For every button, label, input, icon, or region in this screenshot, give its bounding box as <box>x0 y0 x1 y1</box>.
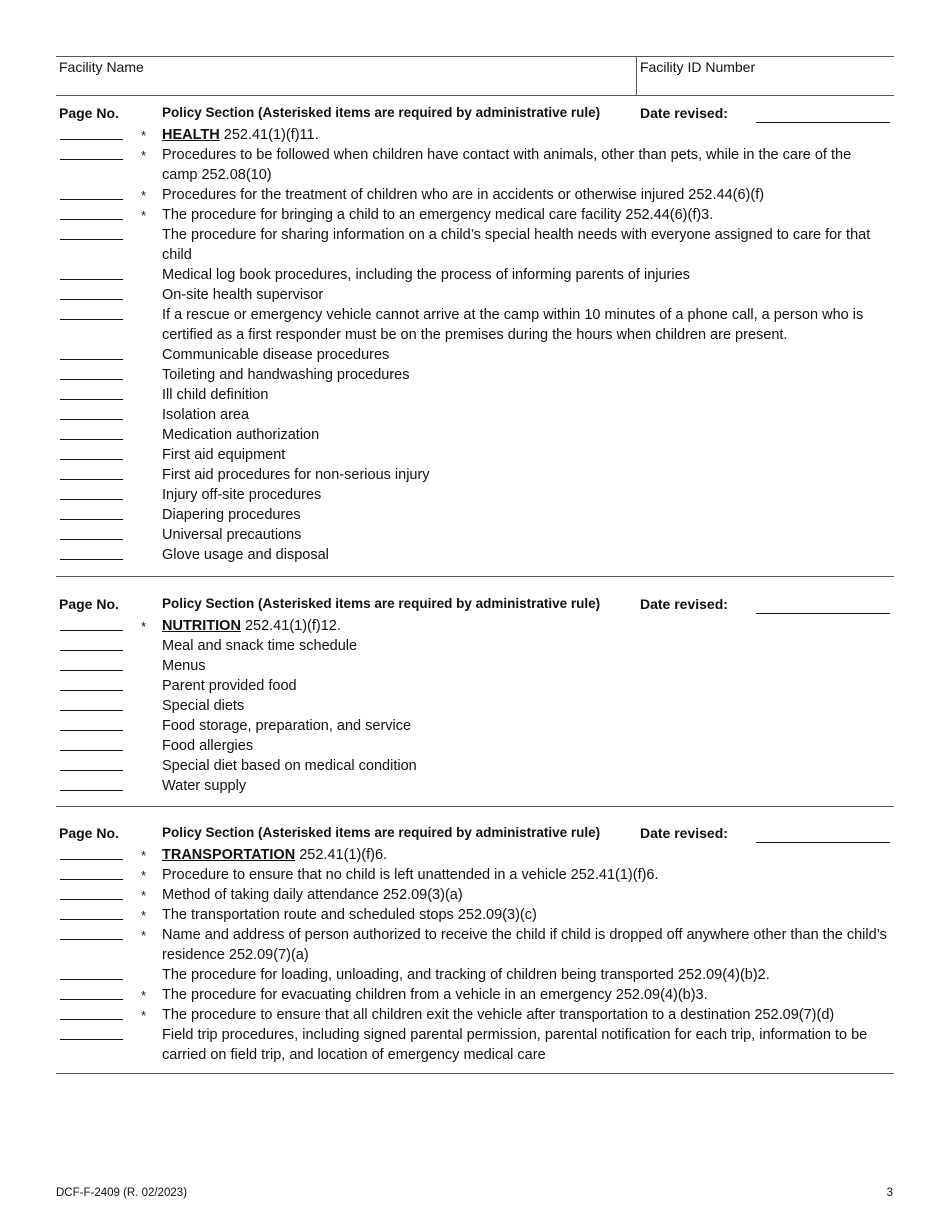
required-asterisk: * <box>141 888 147 903</box>
policy-item <box>56 505 894 525</box>
policy-item <box>56 305 894 345</box>
page-number-line[interactable] <box>60 899 123 900</box>
facility-id-field[interactable]: Facility ID Number <box>636 57 894 95</box>
policy-item-text: Communicable disease procedures <box>162 347 390 363</box>
section-title-row <box>56 616 894 636</box>
policy-item-text: Injury off-site procedures <box>162 487 322 503</box>
policy-item <box>56 385 894 405</box>
page-number-line[interactable] <box>60 710 123 711</box>
page-number-line[interactable] <box>60 1039 123 1040</box>
page-number-line[interactable] <box>60 730 123 731</box>
page-number-line[interactable] <box>60 439 123 440</box>
policy-item <box>56 365 894 385</box>
section-title-name: HEALTH <box>162 127 220 143</box>
policy-item-text: Special diet based on medical condition <box>162 758 417 774</box>
policy-item-text: The procedure for loading, unloading, and tracking of children being transported 252.09(4)(b)2. <box>162 967 770 983</box>
policy-item-text: Medication authorization <box>162 427 320 443</box>
policy-item <box>56 656 894 676</box>
section-title-name: TRANSPORTATION <box>162 847 296 863</box>
date-revised-line[interactable] <box>756 842 890 843</box>
policy-item-text: If a rescue or emergency vehicle cannot arrive at the camp within 10 minutes of a phone call, a person who is certified as a first responder must be on the premises during the hours when children are present. <box>162 307 864 343</box>
page-no-label: Page No. <box>59 596 119 612</box>
policy-item-text: Ill child definition <box>162 387 269 403</box>
policy-item-text: First aid equipment <box>162 447 286 463</box>
policy-item <box>56 485 894 505</box>
page-number-line[interactable] <box>60 539 123 540</box>
facility-header <box>56 56 894 96</box>
page-number-line[interactable] <box>60 499 123 500</box>
section-title-row <box>56 845 894 865</box>
page-number-line[interactable] <box>60 559 123 560</box>
policy-item <box>56 776 894 796</box>
page-number-line[interactable] <box>60 690 123 691</box>
required-asterisk: * <box>141 868 147 883</box>
section-header <box>56 103 894 125</box>
page-number-line[interactable] <box>60 650 123 651</box>
policy-item-text: On-site health supervisor <box>162 287 324 303</box>
policy-item <box>56 405 894 425</box>
policy-item <box>56 985 894 1005</box>
page-number-line[interactable] <box>60 879 123 880</box>
policy-item-text: Procedures to be followed when children have contact with animals, other than pets, while in the care of the camp 252.08(10) <box>162 147 852 183</box>
policy-item <box>56 965 894 985</box>
policy-item <box>56 345 894 365</box>
policy-item-text: The procedure for evacuating children from a vehicle in an emergency 252.09(4)(b)3. <box>162 987 708 1003</box>
policy-item-text: Universal precautions <box>162 527 302 543</box>
page-number-line[interactable] <box>60 1019 123 1020</box>
section-title-row <box>56 125 894 145</box>
page-number-line[interactable] <box>60 939 123 940</box>
page-number-line[interactable] <box>60 199 123 200</box>
policy-item-text: Water supply <box>162 778 247 794</box>
policy-item-text: The procedure for sharing information on a child’s special health needs with everyone assigned to care for that child <box>162 227 871 263</box>
page-number-line[interactable] <box>60 239 123 240</box>
page-number-line[interactable] <box>60 419 123 420</box>
policy-item-text: The procedure to ensure that all children exit the vehicle after transportation to a destination 252.09(7)(d) <box>162 1007 835 1023</box>
policy-item <box>56 1025 894 1065</box>
page-number-line[interactable] <box>60 790 123 791</box>
required-asterisk: * <box>141 988 147 1003</box>
policy-item-text: Procedure to ensure that no child is left unattended in a vehicle 252.41(1)(f)6. <box>162 867 659 883</box>
policy-item <box>56 636 894 656</box>
policy-item-text: Food allergies <box>162 738 254 754</box>
policy-item <box>56 445 894 465</box>
page-number-line[interactable] <box>60 219 123 220</box>
policy-item <box>56 1005 894 1025</box>
policy-item-text: Field trip procedures, including signed parental permission, parental notification for each trip, information to be carried on field trip, and location of emergency medical care <box>162 1027 868 1063</box>
policy-item-text: Menus <box>162 658 206 674</box>
policy-item <box>56 525 894 545</box>
page-number-line[interactable] <box>60 399 123 400</box>
policy-item <box>56 285 894 305</box>
page-number-line[interactable] <box>60 519 123 520</box>
policy-item <box>56 676 894 696</box>
section-title-rule: 252.41(1)(f)6. <box>295 847 388 863</box>
nutrition-section <box>56 594 894 807</box>
policy-item <box>56 265 894 285</box>
date-revised-line[interactable] <box>756 122 890 123</box>
required-asterisk: * <box>141 128 147 143</box>
policy-item-text: First aid procedures for non-serious injury <box>162 467 430 483</box>
page-number-line[interactable] <box>60 919 123 920</box>
section-header <box>56 594 894 616</box>
page-number-line[interactable] <box>60 299 123 300</box>
required-asterisk: * <box>141 848 147 863</box>
policy-item-text: Procedures for the treatment of children who are in accidents or otherwise injured 252.44(6)(f) <box>162 187 765 203</box>
policy-item-text: Isolation area <box>162 407 250 423</box>
section-title <box>162 616 894 636</box>
section-title-rule: 252.41(1)(f)12. <box>240 618 341 634</box>
page-number-line[interactable] <box>60 630 123 631</box>
section-title-rule: 252.41(1)(f)11. <box>219 127 319 143</box>
policy-item-text: Method of taking daily attendance 252.09(3)(a) <box>162 887 463 903</box>
policy-item <box>56 145 894 185</box>
policy-item-text: The transportation route and scheduled stops 252.09(3)(c) <box>162 907 537 923</box>
required-asterisk: * <box>141 928 147 943</box>
policy-item <box>56 225 894 265</box>
policy-item-text: Medical log book procedures, including the process of informing parents of injuries <box>162 267 690 283</box>
policy-item-text: Glove usage and disposal <box>162 547 329 563</box>
date-revised-line[interactable] <box>756 613 890 614</box>
section-title-name: NUTRITION <box>162 618 241 634</box>
page-number-line[interactable] <box>60 670 123 671</box>
section-header <box>56 823 894 845</box>
policy-item <box>56 925 894 965</box>
page-number-line[interactable] <box>60 359 123 360</box>
policy-item <box>56 545 894 565</box>
required-asterisk: * <box>141 619 147 634</box>
health-section <box>56 103 894 577</box>
page-number-line[interactable] <box>60 979 123 980</box>
section-title <box>162 125 894 145</box>
form-id: DCF-F-2409 (R. 02/2023) <box>56 1187 188 1199</box>
policy-item <box>56 885 894 905</box>
page-no-label: Page No. <box>59 105 119 121</box>
date-revised-label: Date revised: <box>640 825 728 841</box>
facility-name-field[interactable]: Facility Name <box>59 59 144 75</box>
page-number-line[interactable] <box>60 479 123 480</box>
required-asterisk: * <box>141 148 147 163</box>
section-title <box>162 845 894 865</box>
page-number-line[interactable] <box>60 459 123 460</box>
policy-item <box>56 205 894 225</box>
policy-item <box>56 905 894 925</box>
policy-item-text: Parent provided food <box>162 678 297 694</box>
page-no-label: Page No. <box>59 825 119 841</box>
policy-section-label: Policy Section (Asterisked items are required by administrative rule) <box>162 105 601 120</box>
policy-item <box>56 756 894 776</box>
policy-item <box>56 716 894 736</box>
date-revised-label: Date revised: <box>640 596 728 612</box>
required-asterisk: * <box>141 208 147 223</box>
policy-item <box>56 865 894 885</box>
policy-item <box>56 736 894 756</box>
policy-item-text: Food storage, preparation, and service <box>162 718 412 734</box>
page-number-line[interactable] <box>60 859 123 860</box>
page-number-line[interactable] <box>60 159 123 160</box>
policy-item-text: Toileting and handwashing procedures <box>162 367 410 383</box>
policy-item <box>56 185 894 205</box>
policy-item <box>56 425 894 445</box>
transportation-section <box>56 823 894 1074</box>
page-number-line[interactable] <box>60 379 123 380</box>
policy-item-text: Special diets <box>162 698 245 714</box>
page-number-line[interactable] <box>60 999 123 1000</box>
policy-item <box>56 696 894 716</box>
policy-section-label: Policy Section (Asterisked items are required by administrative rule) <box>162 825 601 840</box>
required-asterisk: * <box>141 908 147 923</box>
policy-item <box>56 465 894 485</box>
page-number-line[interactable] <box>60 279 123 280</box>
page-number: 3 <box>886 1187 893 1199</box>
policy-section-label: Policy Section (Asterisked items are required by administrative rule) <box>162 596 601 611</box>
policy-item-text: Meal and snack time schedule <box>162 638 358 654</box>
page-number-line[interactable] <box>60 770 123 771</box>
date-revised-label: Date revised: <box>640 105 728 121</box>
policy-item-text: The procedure for bringing a child to an emergency medical care facility 252.44(6)(f)3. <box>162 207 714 223</box>
required-asterisk: * <box>141 188 147 203</box>
required-asterisk: * <box>141 1008 147 1023</box>
page-number-line[interactable] <box>60 319 123 320</box>
page-number-line[interactable] <box>60 139 123 140</box>
policy-item-text: Name and address of person authorized to receive the child if child is dropped off anywhere other than the child’s residence 252.09(7)(a) <box>162 927 887 963</box>
page-number-line[interactable] <box>60 750 123 751</box>
policy-item-text: Diapering procedures <box>162 507 301 523</box>
